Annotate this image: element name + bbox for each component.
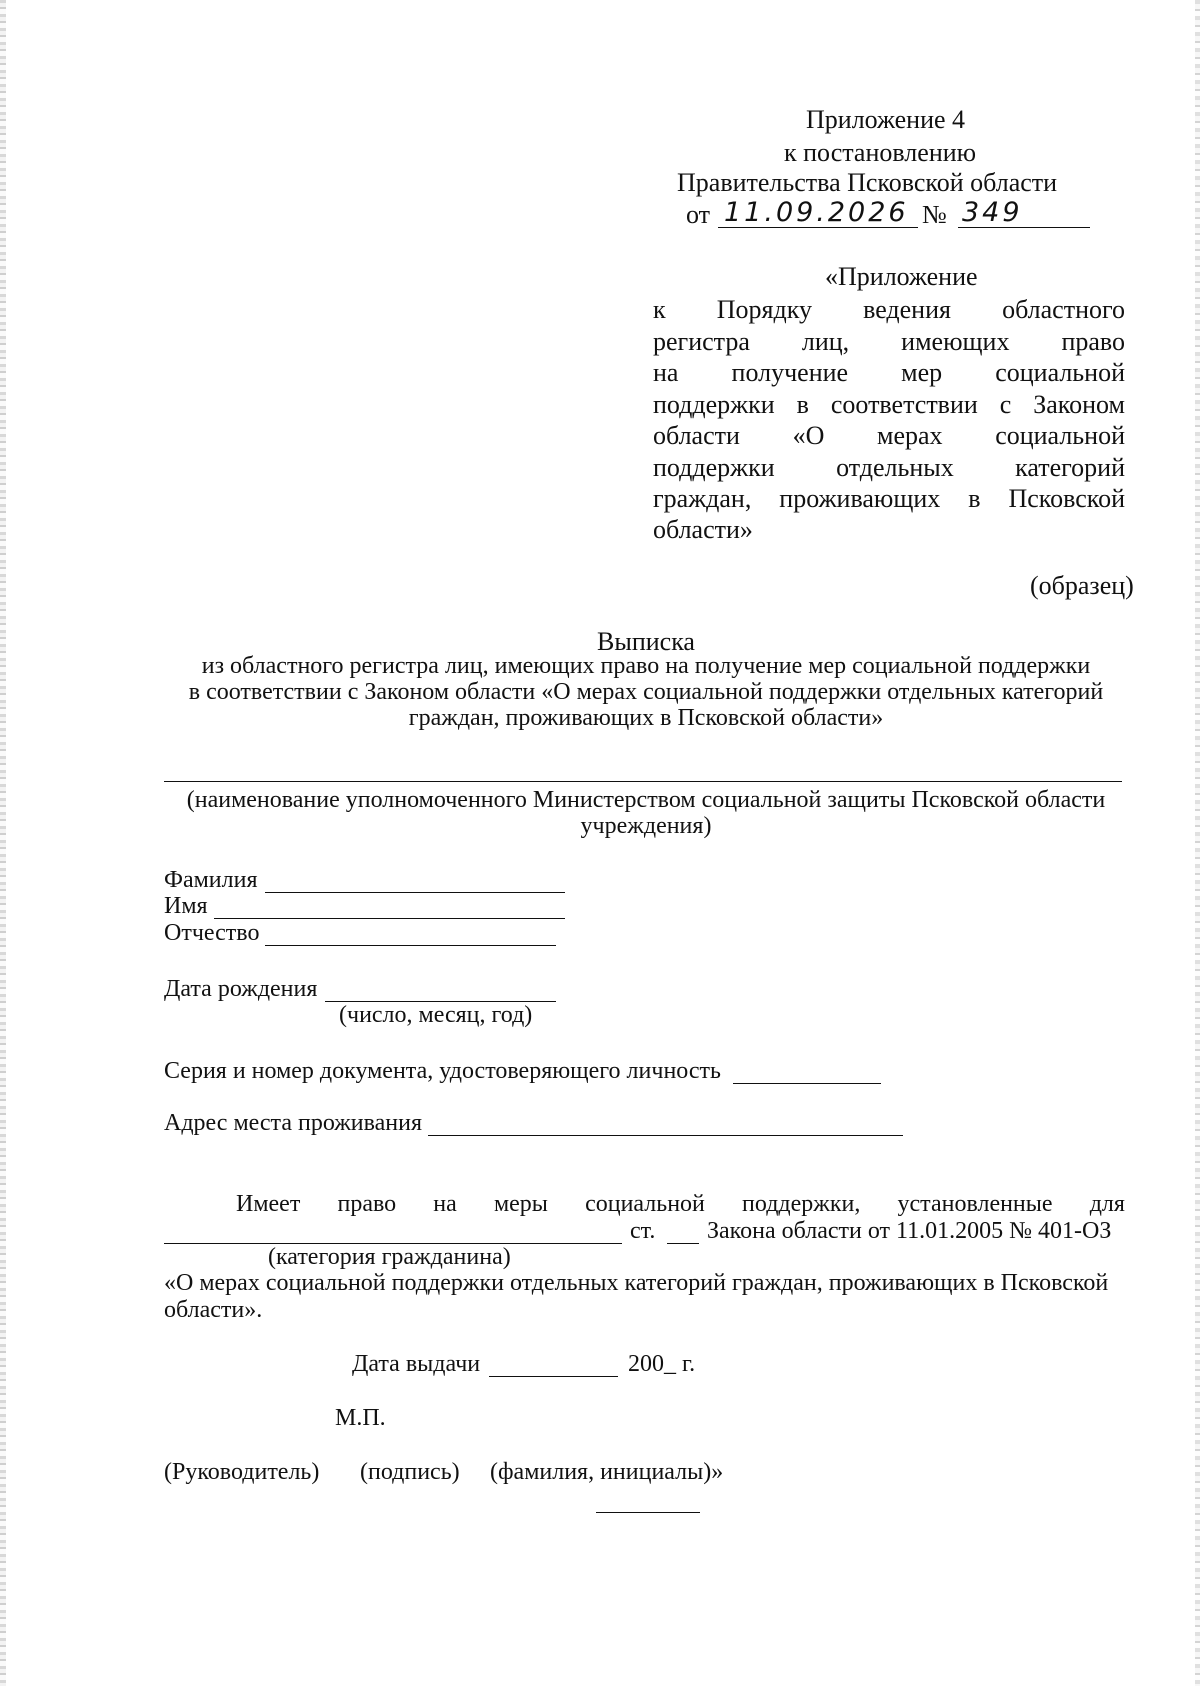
- name-label: Имя: [164, 893, 208, 919]
- entitlement-word: право: [337, 1191, 397, 1217]
- annex-line-5: области «О мерах социальной: [653, 421, 1125, 450]
- issue-date-label: Дата выдачи: [352, 1351, 481, 1377]
- surname-label: Фамилия: [164, 867, 258, 893]
- entitlement-word: установленные: [897, 1191, 1053, 1217]
- closing-line: [596, 1512, 700, 1513]
- address-line: [428, 1135, 903, 1136]
- law-reference: Закона области от 11.01.2005 № 401-ОЗ: [707, 1218, 1112, 1244]
- article-label: ст.: [630, 1218, 656, 1244]
- signature-caption: (подпись): [360, 1459, 460, 1485]
- patronymic-line: [265, 945, 556, 946]
- entitlement-word: для: [1089, 1191, 1125, 1217]
- institution-caption-1: (наименование уполномоченного Министерством социальной защиты Псковской области: [186, 787, 1106, 813]
- entitlement-word: поддержки,: [742, 1191, 861, 1217]
- appendix-number: Приложение 4: [806, 105, 966, 134]
- entitlement-word: меры: [493, 1191, 548, 1217]
- law-title-2: области».: [164, 1297, 263, 1323]
- surname-line: [265, 892, 565, 893]
- annex-line-1: к Порядку ведения областного: [653, 295, 1125, 324]
- extract-subtitle-1: из областного регистра лиц, имеющих право на получение мер социальной поддержки: [201, 653, 1091, 679]
- government-name: Правительства Псковской области: [677, 168, 1058, 197]
- handwritten-date: 11.09.2026: [724, 197, 909, 228]
- annex-line-2: регистра лиц, имеющих право: [653, 326, 1125, 356]
- institution-caption-2: учреждения): [580, 813, 712, 839]
- extract-title: Выписка: [597, 627, 695, 656]
- decree-reference: к постановлению: [784, 138, 977, 167]
- name-line: [214, 918, 565, 919]
- entitlement-word: на: [433, 1191, 457, 1217]
- annex-line-8: области»: [653, 515, 753, 544]
- law-title-1: «О мерах социальной поддержки отдельных категорий граждан, проживающих в Псковской: [164, 1270, 1109, 1296]
- address-label: Адрес места проживания: [164, 1110, 423, 1136]
- birth-date-hint: (число, месяц, год): [339, 1002, 533, 1028]
- category-hint: (категория гражданина): [268, 1244, 511, 1270]
- entitlement-line-1: [236, 1190, 1125, 1218]
- seal-mark: М.П.: [335, 1405, 386, 1431]
- name-initials-caption: (фамилия, инициалы)»: [490, 1459, 724, 1485]
- institution-line: [164, 781, 1122, 782]
- extract-subtitle-3: граждан, проживающих в Псковской области»: [408, 705, 884, 731]
- number-label: №: [922, 200, 947, 229]
- issue-year: 200_ г.: [628, 1351, 696, 1377]
- entitlement-word: социальной: [585, 1191, 705, 1217]
- annex-line-4: поддержки в соответствии с Законом: [653, 389, 1125, 419]
- handwritten-number: 349: [962, 197, 1023, 228]
- annex-line-7: граждан, проживающих в Псковской: [653, 484, 1125, 513]
- extract-subtitle-2: в соответствии с Законом области «О мерах социальной поддержки отдельных категорий: [188, 679, 1104, 705]
- head-caption: (Руководитель): [164, 1459, 320, 1485]
- birth-date-label: Дата рождения: [164, 976, 318, 1002]
- issue-date-line: [489, 1376, 618, 1377]
- entitlement-word: Имеет: [236, 1191, 301, 1217]
- sample-mark: (образец): [1030, 571, 1134, 600]
- date-label: от: [686, 200, 711, 229]
- patronymic-label: Отчество: [164, 920, 260, 946]
- annex-line-6: поддержки отдельных категорий: [653, 452, 1125, 482]
- id-document-label: Серия и номер документа, удостоверяющего личность: [164, 1058, 721, 1084]
- id-document-line: [733, 1083, 881, 1084]
- scan-edge-left: [0, 0, 6, 1686]
- annex-title: «Приложение: [825, 262, 978, 291]
- scan-edge-right: [1195, 0, 1200, 1686]
- article-number-line: [667, 1243, 699, 1244]
- annex-line-3: на получение мер социальной: [653, 358, 1125, 387]
